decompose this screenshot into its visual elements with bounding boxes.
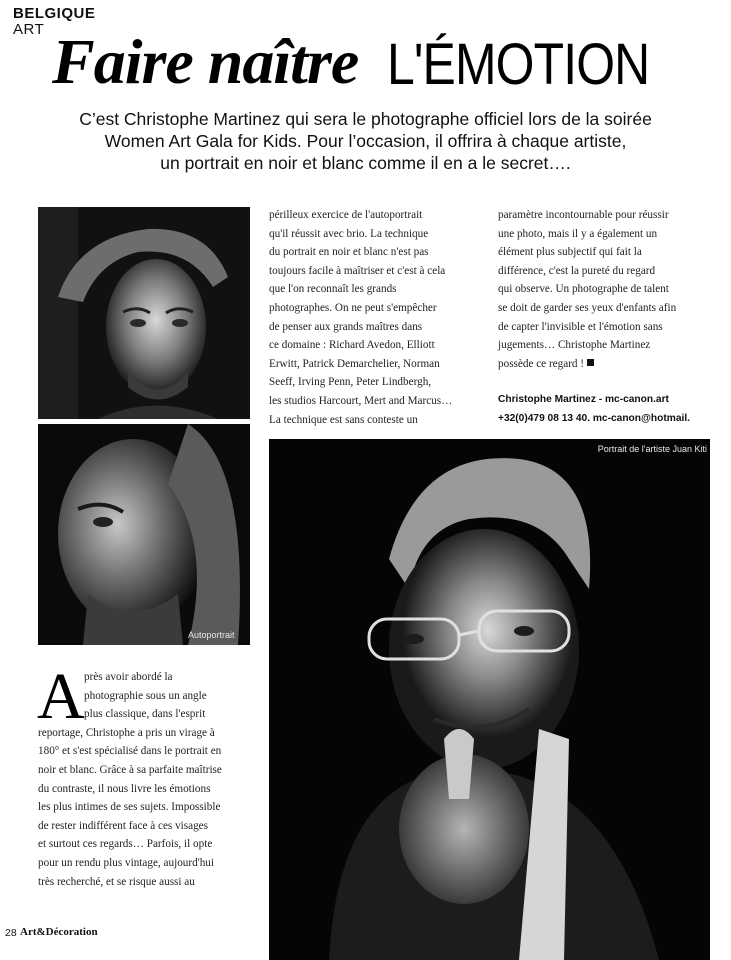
text-line: de rester indifférent face à ces visages — [38, 819, 209, 832]
autoportrait-caption: Autoportrait — [188, 630, 235, 640]
main-portrait-photo — [269, 439, 710, 960]
text-line: toujours facile à maîtriser et c'est à cela — [269, 264, 446, 277]
text-line-final — [498, 355, 710, 374]
text-line: photographie sous un angle — [84, 689, 207, 702]
portrait-caption: Portrait de l'artiste Juan Kiti — [597, 444, 707, 454]
text-line: et surtout ces regards… Parfois, il opte — [38, 838, 213, 851]
text-line: qu'il réussit avec brio. La technique — [269, 227, 429, 240]
lead-paragraph — [40, 108, 691, 174]
text-line: 180° et s'est spécialisé dans le portrait en — [38, 745, 222, 758]
lead-line: un portrait en noir et blanc comme il en a le secret…. — [160, 153, 571, 173]
text-line: une photo, mais il y a également un — [498, 227, 658, 240]
subsection-label: ART — [13, 21, 45, 38]
headline-caps: L'ÉMOTION — [387, 32, 650, 97]
text-line: qui observe. Un photographe de talent — [498, 283, 669, 296]
article-column-intro — [38, 668, 250, 891]
contact-line-phone-email: +32(0)479 08 13 40. mc-canon@hotmail. — [498, 413, 690, 424]
contact-line-website: Christophe Martinez - mc-canon.art — [498, 394, 669, 405]
page-number: 28 — [5, 927, 17, 939]
text-line: noir et blanc. Grâce à sa parfaite maîtrise — [38, 763, 222, 776]
text-line: Seeff, Irving Penn, Peter Lindbergh, — [269, 376, 432, 389]
text-line: très recherché, et se risque aussi au — [38, 875, 195, 888]
magazine-name: Art&Décoration — [20, 926, 98, 938]
text-line: La technique est sans conteste un — [269, 413, 418, 426]
text-line: se doit de garder ses yeux d'enfants afin — [498, 301, 677, 314]
text-line: du contraste, il nous livre les émotions — [38, 782, 211, 795]
text-line: photographes. On ne peut s'empêcher — [269, 301, 437, 314]
lead-line: Women Art Gala for Kids. Pour l’occasion, il offrira à chaque artiste, — [104, 131, 627, 151]
text-line: jugements… Christophe Martinez — [498, 339, 651, 352]
headline-italic: Faire naître — [52, 26, 359, 97]
autoportrait-illustration — [38, 424, 250, 645]
text-line: élément plus subjectif qui fait la — [498, 246, 642, 259]
text-line: du portrait en noir et blanc n'est pas — [269, 246, 429, 259]
portrait-illustration — [38, 207, 250, 419]
text-line: reportage, Christophe a pris un virage à — [38, 726, 215, 739]
text-line: paramètre incontournable pour réussir — [498, 209, 669, 221]
end-of-article-mark — [587, 359, 594, 366]
text-line: différence, c'est la pureté du regard — [498, 264, 656, 277]
text-final: possède ce regard ! — [498, 357, 585, 370]
main-portrait-illustration — [269, 439, 710, 960]
text-line: plus classique, dans l'esprit — [84, 708, 206, 721]
autoportrait-photo — [38, 424, 250, 645]
text-line: ce domaine : Richard Avedon, Elliott — [269, 339, 435, 352]
text-line: de capter l'invisible et l'émotion sans — [498, 320, 663, 333]
drop-cap: A — [37, 660, 85, 733]
lead-line: C’est Christophe Martinez qui sera le photographe officiel lors de la soirée — [79, 109, 652, 129]
text-line: de penser aux grands maîtres dans — [269, 320, 423, 333]
text-line: que l'on reconnaît les grands — [269, 283, 397, 296]
section-label: BELGIQUE — [13, 5, 96, 22]
text-line: périlleux exercice de l'autoportrait — [269, 209, 423, 221]
portrait-photo-top — [38, 207, 250, 419]
contact-block — [498, 390, 690, 428]
text-line: les plus intimes de ses sujets. Impossible — [38, 801, 221, 814]
text-line: Erwitt, Patrick Demarchelier, Norman — [269, 357, 440, 370]
text-line: près avoir abordé la — [84, 671, 173, 683]
article-column-right — [498, 206, 710, 373]
text-line: les studios Harcourt, Mert and Marcus… — [269, 394, 453, 407]
text-line: pour un rendu plus vintage, aujourd'hui — [38, 856, 215, 869]
article-column-middle — [269, 206, 481, 429]
